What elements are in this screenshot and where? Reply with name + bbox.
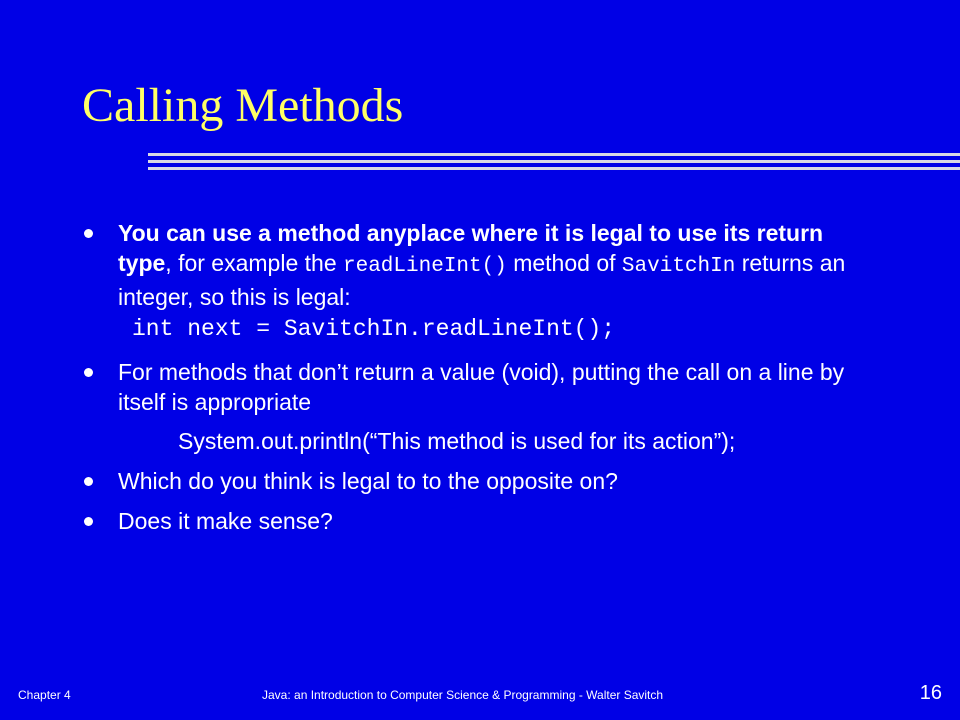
footer-chapter: Chapter 4 bbox=[18, 688, 71, 702]
bullet-text bbox=[118, 218, 868, 312]
bullet-text: Which do you think is legal to to the opposite on? bbox=[118, 468, 618, 494]
title-divider-line bbox=[148, 153, 960, 156]
inline-code: readLineInt() bbox=[343, 255, 507, 278]
bullet-dot-icon bbox=[84, 517, 93, 526]
bullet-text-bold: You can use a method anyplace where it is legal to use its return type bbox=[118, 220, 824, 276]
bullet-dot-icon bbox=[84, 477, 93, 486]
bullet-dot-icon bbox=[84, 368, 93, 377]
bullet-text-run: method of bbox=[506, 250, 622, 276]
bullet-text: For methods that don’t return a value (void), putting the call on a line by itself is appropriate bbox=[118, 359, 845, 415]
bullet-dot-icon bbox=[84, 229, 93, 238]
title-divider-line bbox=[148, 160, 960, 163]
bullet-text: Does it make sense? bbox=[118, 508, 333, 534]
title-divider-line bbox=[148, 167, 960, 170]
bullet-text-run: , for example the bbox=[165, 250, 343, 276]
bullet-text-run: returns an integer, so this is legal: bbox=[118, 250, 846, 310]
code-example: int next = SavitchIn.readLineInt(); bbox=[132, 316, 616, 342]
footer-course-title: Java: an Introduction to Computer Science & Programming - Walter Savitch bbox=[262, 688, 664, 702]
inline-code: SavitchIn bbox=[621, 255, 736, 278]
statement-example: System.out.println(“This method is used for its action”); bbox=[178, 428, 736, 454]
page-number: 16 bbox=[919, 682, 942, 704]
slide-title: Calling Methods bbox=[82, 79, 404, 132]
